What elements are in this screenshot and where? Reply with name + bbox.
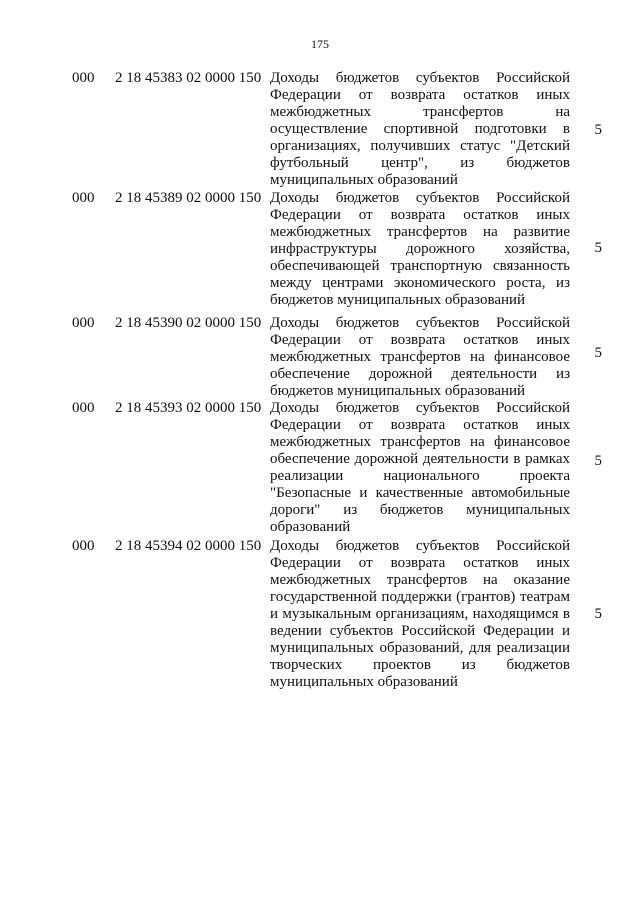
revenue-description: Доходы бюджетов субъектов Российской Федерации от возврата остатков иных межбюджетных трансфертов на финансовое обеспечение дорожной деятельности из бюджетов муниципальных образований xyxy=(270,315,570,399)
revenue-description: Доходы бюджетов субъектов Российской Федерации от возврата остатков иных межбюджетных трансфертов на финансовое обеспечение дорожной деятельности в рамках реализации национального проекта "Безопасные и качественные автомобильные дороги" из бюджетов муниципальных образований xyxy=(270,400,570,535)
budget-classification-code: 2 18 45393 02 0000 150 xyxy=(115,400,262,416)
revenue-description: Доходы бюджетов субъектов Российской Федерации от возврата остатков иных межбюджетных трансфертов на оказание государственной поддержки (грантов) театрам и музыкальным организациям, находящимся в ведении субъектов Российской Федерации и муниципальных образований, для реализации творческих проектов из бюджетов муниципальных образований xyxy=(270,538,570,690)
revenue-description: Доходы бюджетов субъектов Российской Федерации от возврата остатков иных межбюджетных трансфертов на развитие инфраструктуры дорожного хозяйства, обеспечивающей транспортную связанность между центрами экономического роста, из бюджетов муниципальных образований xyxy=(270,190,570,308)
table-row xyxy=(72,400,612,538)
normative-value: 5 xyxy=(594,345,602,361)
revenue-description: Доходы бюджетов субъектов Российской Федерации от возврата остатков иных межбюджетных трансфертов на осуществление спортивной подготовки в организациях, получивших статус "Детский футбольный центр", из бюджетов муниципальных образований xyxy=(270,70,570,188)
page-number: 175 xyxy=(311,37,329,51)
admin-code: 000 xyxy=(72,190,95,206)
budget-classification-code: 2 18 45390 02 0000 150 xyxy=(115,315,262,331)
table-row xyxy=(72,538,612,691)
table-row xyxy=(72,190,612,315)
normative-value: 5 xyxy=(594,453,602,469)
budget-classification-code: 2 18 45383 02 0000 150 xyxy=(115,70,262,86)
normative-value: 5 xyxy=(594,240,602,256)
admin-code: 000 xyxy=(72,70,95,86)
admin-code: 000 xyxy=(72,315,95,331)
budget-classification-code: 2 18 45389 02 0000 150 xyxy=(115,190,262,206)
table-row xyxy=(72,70,612,190)
budget-classification-code: 2 18 45394 02 0000 150 xyxy=(115,538,262,554)
admin-code: 000 xyxy=(72,538,95,554)
admin-code: 000 xyxy=(72,400,95,416)
revenue-code-table xyxy=(72,70,612,691)
normative-value: 5 xyxy=(594,606,602,622)
table-row xyxy=(72,315,612,400)
normative-value: 5 xyxy=(594,122,602,138)
